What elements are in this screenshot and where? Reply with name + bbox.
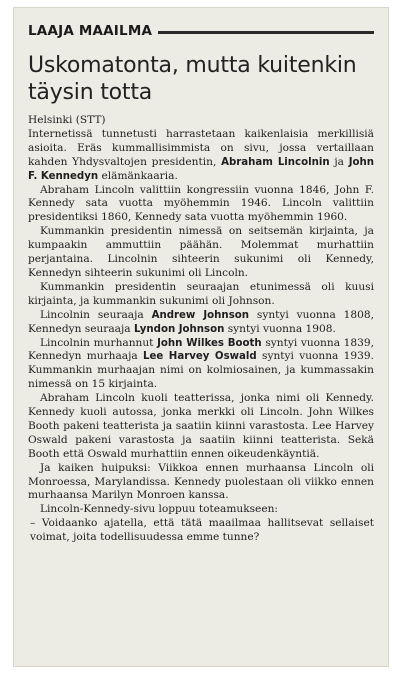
article-headline: Uskomatonta, mutta kuitenkin täysin totta [28, 53, 357, 105]
paragraph-8: Ja kaiken huipuksi: Viikkoa ennen murhaansa Lincoln oli Monroessa, Marylandissa. Kennedy puolestaan oli viikko ennen murhaansa Marilyn Monroen kanssa. [28, 461, 374, 502]
article-byline: Helsinki (STT) [28, 114, 106, 126]
paragraph-10-quote: – Voidaanko ajatella, että tätä maailmaa hallitsevat sellaiset voimat, joita todellisuudessa emme tunne? [30, 517, 374, 544]
paragraph-9: Lincoln-Kennedy-sivu loppuu toteamukseen: [40, 503, 278, 516]
paragraph-5: Lincolnin seuraaja Andrew Johnson syntyi vuonna 1808, Kennedyn seuraaja Lyndon Johnson syntyi vuonna 1908. [28, 308, 374, 335]
paragraph-1: Internetissä tunnetusti harrastetaan kaikenlaisia merkillisiä asioita. Eräs kummallisimmista on sivu, jossa vertaillaan kahden Yhdysvaltojen presidentin, Abraham Lincolnin ja John F. Kennedyn elämänkaaria. [28, 127, 374, 182]
paragraph-7: Abraham Lincoln kuoli teatterissa, jonka nimi oli Kennedy. Kennedy kuoli autossa, jonka merkki oli Lincoln. John Wilkes Booth pakeni teatterista ja saatiin kiinni varastosta. Lee Harvey Oswald pakeni varastosta ja saatiin kiinni teatterista. Sekä Booth että Oswald murhattiin ennen oikeudenkäyntiä. [28, 392, 374, 460]
section-rule [158, 31, 374, 34]
paragraph-6: Lincolnin murhannut John Wilkes Booth syntyi vuonna 1839, Kennedyn murhaaja Lee Harvey Oswald syntyi vuonna 1939. Kummankin murhaajan nimi on kolmiosainen, ja kummassakin nimessä on 15 kirjainta. [28, 336, 375, 391]
paragraph-2: Abraham Lincoln valittiin kongressiin vuonna 1846, John F. Kennedy sata vuotta myöhemmin 1946. Lincoln valittiin presidentiksi 1860, Kennedy sata vuotta myöhemmin 1960. [28, 183, 374, 224]
paragraph-3: Kummankin presidentin nimessä on seitsemän kirjainta, ja kumpaakin ammuttiin päähän. Molemmat murhattiin perjantaina. Lincolnin sihteerin sukunimi oli Kennedy, Kennedyn sihteerin sukunimi oli Lincoln. [28, 225, 374, 279]
paragraph-4: Kummankin presidentin seuraajan etunimessä oli kuusi kirjainta, ja kummankin sukunimi oli Johnson. [28, 280, 374, 307]
section-title: LAAJA MAAILMA [28, 23, 153, 39]
newspaper-clipping [14, 8, 388, 666]
section-header [28, 22, 374, 40]
